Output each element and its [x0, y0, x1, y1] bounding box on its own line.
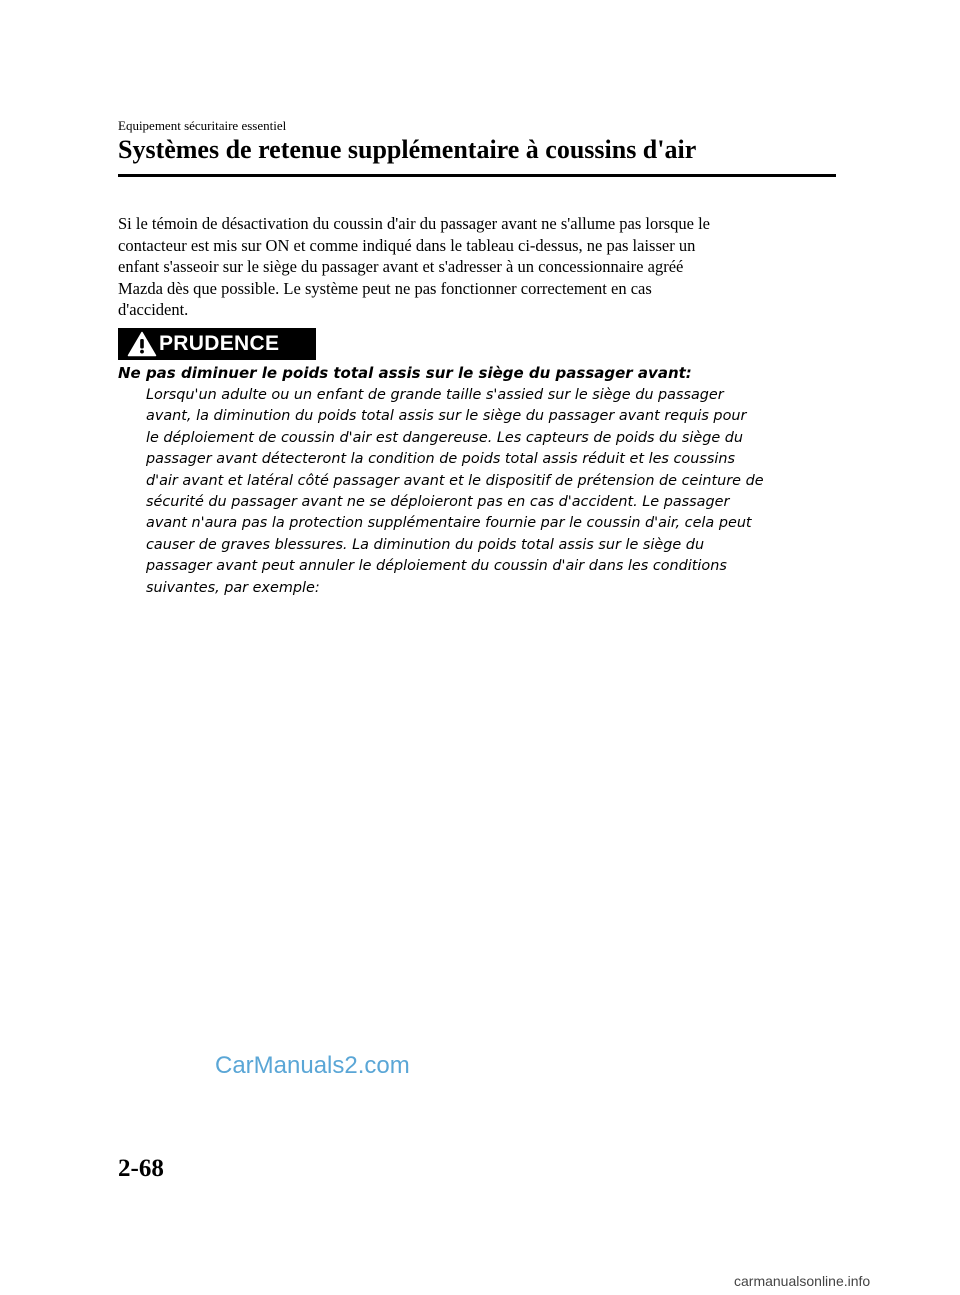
- section-label: Equipement sécuritaire essentiel: [118, 118, 287, 133]
- caution-line: causer de graves blessures. La diminution du poids total assis sur le siège du: [146, 536, 705, 553]
- caution-line: avant, la diminution du poids total assis sur le siège du passager avant requis pour: [146, 408, 747, 425]
- body-line: contacteur est mis sur ON et comme indiqué dans le tableau ci-dessus, ne pas laisser un: [118, 235, 696, 255]
- caution-line: avant n'aura pas la protection supplémentaire fournie par le coussin d'air, cela peut: [146, 515, 752, 532]
- body-line: Si le témoin de désactivation du coussin d'air du passager avant ne s'allume pas lorsque le: [118, 214, 711, 233]
- body-paragraph: [118, 213, 818, 321]
- caution-line: Lorsqu'un adulte ou un enfant de grande taille s'assied sur le siège du passager: [146, 387, 724, 403]
- prudence-badge: [118, 328, 316, 360]
- body-line: Mazda dès que possible. Le système peut ne pas fonctionner correctement en cas: [118, 278, 652, 298]
- caution-line: le déploiement de coussin d'air est dangereuse. Les capteurs de poids du siège du: [146, 429, 744, 446]
- watermark-link[interactable]: CarManuals2.com: [215, 1052, 410, 1079]
- caution-line: passager avant peut annuler le déploiement du coussin d'air dans les conditions: [146, 558, 727, 575]
- title-divider: [118, 174, 836, 177]
- caution-line: sécurité du passager avant ne se déploieront pas en cas d'accident. Le passager: [146, 494, 730, 511]
- body-line: d'accident.: [118, 300, 189, 319]
- body-line: enfant s'asseoir sur le siège du passager avant et s'adresser à un concessionnaire agréé: [118, 257, 684, 276]
- caution-line: suivantes, par exemple:: [146, 579, 320, 596]
- caution-line: d'air avant et latéral côté passager avant et le dispositif de prétension de ceinture de: [146, 472, 764, 489]
- prudence-label: PRUDENCE: [159, 332, 280, 355]
- caution-heading: Ne pas diminuer le poids total assis sur le siège du passager avant:: [118, 364, 692, 382]
- warning-triangle-icon: [127, 331, 157, 357]
- footer-site-link[interactable]: carmanualsonline.info: [734, 1273, 871, 1289]
- page-title: Systèmes de retenue supplémentaire à coussins d'air: [118, 135, 697, 164]
- caution-body: [146, 385, 816, 599]
- page-number: 2-68: [118, 1155, 164, 1182]
- caution-line: passager avant détecteront la condition de poids total assis réduit et les coussins: [146, 451, 735, 468]
